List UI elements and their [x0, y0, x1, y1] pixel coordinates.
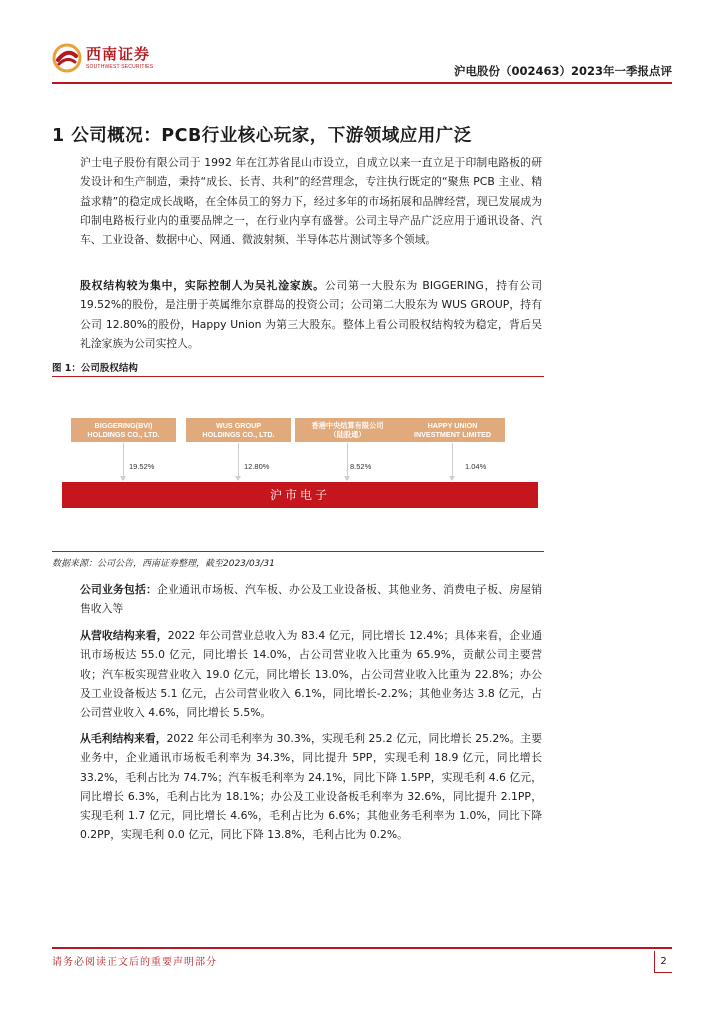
shareholder-name-2: （陆股通） — [329, 430, 366, 439]
shareholder-name: BIGGERING(BVI) — [94, 421, 153, 430]
stake-percentage: 8.52% — [350, 462, 372, 471]
stake-percentage: 19.52% — [129, 462, 155, 471]
ownership-connector — [238, 443, 239, 480]
arrow-down-icon — [449, 476, 455, 481]
ownership-connector — [347, 443, 348, 480]
shareholder-name-2: INVESTMENT LIMITED — [413, 430, 492, 439]
business-paragraph — [80, 580, 542, 619]
page-number: 2 — [654, 951, 672, 973]
shareholder-name-2: HOLDINGS CO., LTD. — [202, 430, 275, 439]
section-heading: 1 公司概况：PCB行业核心玩家，下游领域应用广泛 — [52, 126, 472, 146]
shareholder-name: 香港中央结算有限公司 — [311, 421, 384, 430]
figure-source: 数据来源：公司公告，西南证券整理，截至2023/03/31 — [52, 559, 275, 569]
revenue-text: 2022 年公司营业总收入为 83.4 亿元，同比增长 12.4%；具体来看，企业通讯市场板达 55.0 亿元，同比增长 14.0%，占公司营业收入比重为 65.9%，贡献公司主要营收；汽车板实现营业收入 19.0 亿元，同比增长 13.0%，占公司营业收入比重为 22.8%；办公及工业设备板达 5.1 亿元，占公司营业收入 6.1%，同比增长-2.2%；其他业务达 3.8 亿元，占公司营业收入 4.6%，同比增长 5.5%。 — [80, 629, 543, 720]
business-text: 企业通讯市场板、汽车板、办公及工业设备板、其他业务、消费电子板、房屋销售收入等 — [80, 583, 543, 616]
footer-disclaimer: 请务必阅读正文后的重要声明部分 — [52, 957, 217, 968]
gross-profit-paragraph — [80, 729, 542, 845]
business-lead: 公司业务包括： — [80, 583, 158, 596]
arrow-down-icon — [120, 476, 126, 481]
footer-divider — [52, 947, 672, 949]
ownership-connector — [123, 443, 124, 480]
shareholder-box-happy-union — [400, 418, 505, 442]
ownership-connector — [452, 443, 453, 480]
ownership-text: 公司第一大股东为 BIGGERING，持有公司 19.52%的股份，是注册于英属维尔京群岛的投资公司；公司第二大股东为 WUS GROUP，持有公司 12.80%的股份，Happy Union 为第三大股东。整体上看公司股权结构较为稳定，背后吴礼淦家族为公司实控人。 — [80, 279, 543, 350]
company-box: 沪市电子 — [62, 482, 538, 508]
shareholder-box-wus-group — [186, 418, 291, 442]
shareholder-name-2: HOLDINGS CO., LTD. — [87, 430, 160, 439]
shareholder-box-biggering — [71, 418, 176, 442]
arrow-down-icon — [344, 476, 350, 481]
revenue-paragraph — [80, 626, 542, 722]
revenue-lead: 从营收结构来看， — [80, 629, 168, 642]
figure-top-rule — [52, 376, 544, 377]
report-title: 沪电股份（002463）2023年一季报点评 — [453, 64, 672, 78]
company-intro-text: 沪士电子股份有限公司于 1992 年在江苏省昆山市设立，自成立以来一直立足于印制电路板的研发设计和生产制造，秉持“成长、长青、共利”的经营理念，专注执行既定的“聚焦 PCB 主业、精益求精”的稳定成长战略，在全体员工的努力下，经过多年的市场拓展和品牌经营，现已发展成为印制电路板行业内的重要品牌之一，在行业内享有盛誉。公司主导产品广泛应用于通讯设备、汽车、工业设备、数据中心、网通、微波射频、半导体芯片测试等多个领域。 — [80, 156, 542, 247]
shareholder-name: WUS GROUP — [215, 421, 262, 430]
figure-bottom-rule — [52, 551, 544, 552]
ownership-paragraph — [80, 276, 542, 353]
gross-profit-lead: 从毛利结构来看， — [80, 732, 167, 745]
header-divider — [52, 82, 672, 84]
logo-english-name: SOUTHWEST SECURITIES — [86, 63, 154, 70]
ownership-lead: 股权结构较为集中，实际控制人为吴礼淦家族。 — [80, 279, 325, 292]
arrow-down-icon — [235, 476, 241, 481]
logo-emblem-icon — [52, 43, 82, 73]
stake-percentage: 12.80% — [244, 462, 270, 471]
shareholder-box-hkscc — [295, 418, 400, 442]
stake-percentage: 1.04% — [465, 462, 487, 471]
shareholder-name: HAPPY UNION — [427, 421, 478, 430]
figure-title: 图 1：公司股权结构 — [52, 363, 138, 374]
gross-profit-text: 2022 年公司毛利率为 30.3%，实现毛利 25.2 亿元，同比增长 25.2%。主要业务中，企业通讯市场板毛利率为 34.3%，同比提升 5PP，实现毛利 18.9 亿元，同比增长 33.2%，毛利占比为 74.7%；汽车板毛利率为 24.1%，同比下降 1.5PP，实现毛利 4.6 亿元，同比增长 6.3%，毛利占比为 18.1%；办公及工业设备板毛利率为 32.6%，同比提升 2.1PP，实现毛利 1.7 亿元，同比增长 4.6%，毛利占比为 6.6%；其他业务毛利率为 1.0%，同比下降 0.2PP，实现毛利 0.0 亿元，同比下降 13.8%，毛利占比为 0.2%。 — [80, 732, 542, 842]
company-intro-paragraph — [80, 153, 542, 249]
logo-chinese-name: 西南证券 — [86, 44, 151, 63]
company-logo — [52, 42, 153, 74]
